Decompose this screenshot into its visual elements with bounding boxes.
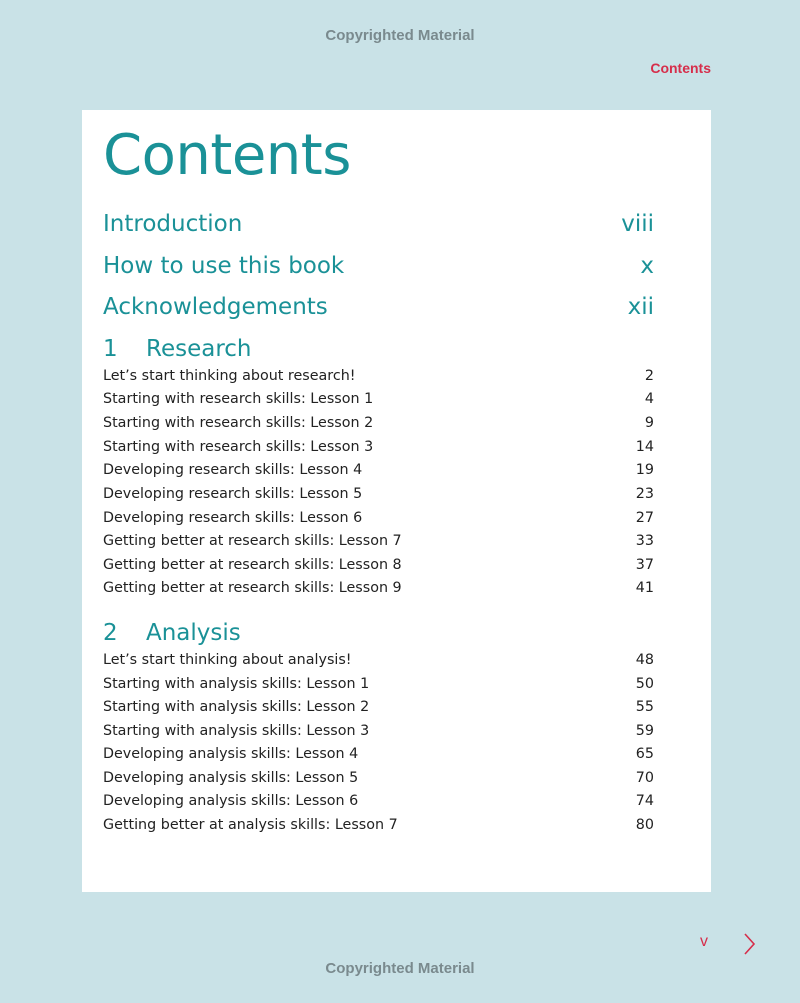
toc-entry[interactable]	[103, 554, 654, 576]
toc-entry-page: 41	[635, 580, 654, 596]
contents-panel	[82, 110, 711, 892]
toc-entry[interactable]	[103, 388, 654, 410]
chevron-right-icon	[740, 930, 760, 958]
toc-entry[interactable]	[103, 649, 654, 671]
toc-front-matter-item[interactable]	[103, 207, 654, 241]
toc-entry-page: 74	[635, 793, 654, 809]
toc-entry[interactable]	[103, 814, 654, 836]
toc-entry-page: 80	[635, 817, 654, 833]
toc-entry-page: 14	[635, 439, 654, 455]
chapter-number: 2	[103, 620, 118, 646]
toc-entry-page: 4	[644, 391, 654, 407]
toc-entry-title: Starting with analysis skills: Lesson 2	[103, 699, 370, 715]
toc-entry-title: Introduction	[103, 211, 243, 237]
toc-entry[interactable]	[103, 577, 654, 599]
toc-entry[interactable]	[103, 459, 654, 481]
toc-entry-title: Acknowledgements	[103, 294, 328, 320]
toc-entry[interactable]	[103, 720, 654, 742]
page-title: Contents	[103, 123, 351, 188]
toc-entry-title: Let’s start thinking about analysis!	[103, 652, 352, 668]
toc-entry-title: Getting better at research skills: Lesson 9	[103, 580, 402, 596]
toc-entry-page: 9	[644, 415, 654, 431]
toc-entry[interactable]	[103, 696, 654, 718]
toc-entry-page: 33	[635, 533, 654, 549]
toc-entry-title: Starting with research skills: Lesson 3	[103, 439, 374, 455]
toc-entry-page: x	[640, 253, 654, 279]
chapter-title: Analysis	[146, 620, 241, 646]
toc-entry-title: Starting with research skills: Lesson 1	[103, 391, 374, 407]
toc-entry-title: How to use this book	[103, 253, 345, 279]
toc-entry-page: 19	[635, 462, 654, 478]
toc-entry[interactable]	[103, 507, 654, 529]
chapter-title: Research	[146, 336, 252, 362]
toc-entry[interactable]	[103, 790, 654, 812]
toc-entry-page: 48	[635, 652, 654, 668]
toc-entry-page: 70	[635, 770, 654, 786]
running-head: Contents	[650, 60, 711, 76]
toc-entry-title: Getting better at analysis skills: Lesson 7	[103, 817, 398, 833]
toc-entry-page: 59	[635, 723, 654, 739]
toc-entry-title: Developing research skills: Lesson 4	[103, 462, 363, 478]
toc-entry-title: Developing analysis skills: Lesson 5	[103, 770, 359, 786]
toc-entry-page: xii	[627, 294, 654, 320]
toc-entry-title: Starting with analysis skills: Lesson 1	[103, 676, 370, 692]
toc-entry-page: 55	[635, 699, 654, 715]
toc-entry-title: Starting with analysis skills: Lesson 3	[103, 723, 370, 739]
toc-entry-title: Let’s start thinking about research!	[103, 368, 356, 384]
page-number: v	[700, 933, 708, 950]
toc-entry[interactable]	[103, 436, 654, 458]
toc-entry-page: 27	[635, 510, 654, 526]
toc-entry[interactable]	[103, 673, 654, 695]
toc-entry-title: Developing research skills: Lesson 6	[103, 510, 363, 526]
chapter-heading[interactable]	[103, 617, 241, 649]
chapter-heading[interactable]	[103, 333, 252, 365]
toc-entry-title: Getting better at research skills: Lesson 7	[103, 533, 402, 549]
watermark-bottom: Copyrighted Material	[325, 960, 475, 977]
toc-entry-title: Developing analysis skills: Lesson 6	[103, 793, 359, 809]
toc-entry-page: 50	[635, 676, 654, 692]
toc-entry-title: Getting better at research skills: Lesson 8	[103, 557, 402, 573]
toc-entry-page: 65	[635, 746, 654, 762]
toc-entry[interactable]	[103, 483, 654, 505]
toc-entry[interactable]	[103, 767, 654, 789]
toc-entry-page: 2	[644, 368, 654, 384]
toc-front-matter-item[interactable]	[103, 249, 654, 283]
toc-entry-page: 37	[635, 557, 654, 573]
toc-entry[interactable]	[103, 530, 654, 552]
toc-entry[interactable]	[103, 743, 654, 765]
watermark-top: Copyrighted Material	[325, 27, 475, 44]
toc-entry-page: 23	[635, 486, 654, 502]
toc-entry[interactable]	[103, 365, 654, 387]
toc-entry-title: Developing analysis skills: Lesson 4	[103, 746, 359, 762]
toc-entry-page: viii	[621, 211, 654, 237]
toc-entry[interactable]	[103, 412, 654, 434]
toc-front-matter-item[interactable]	[103, 290, 654, 324]
toc-entry-title: Developing research skills: Lesson 5	[103, 486, 363, 502]
next-page-button[interactable]	[740, 930, 760, 958]
toc-entry-title: Starting with research skills: Lesson 2	[103, 415, 374, 431]
chapter-number: 1	[103, 336, 118, 362]
